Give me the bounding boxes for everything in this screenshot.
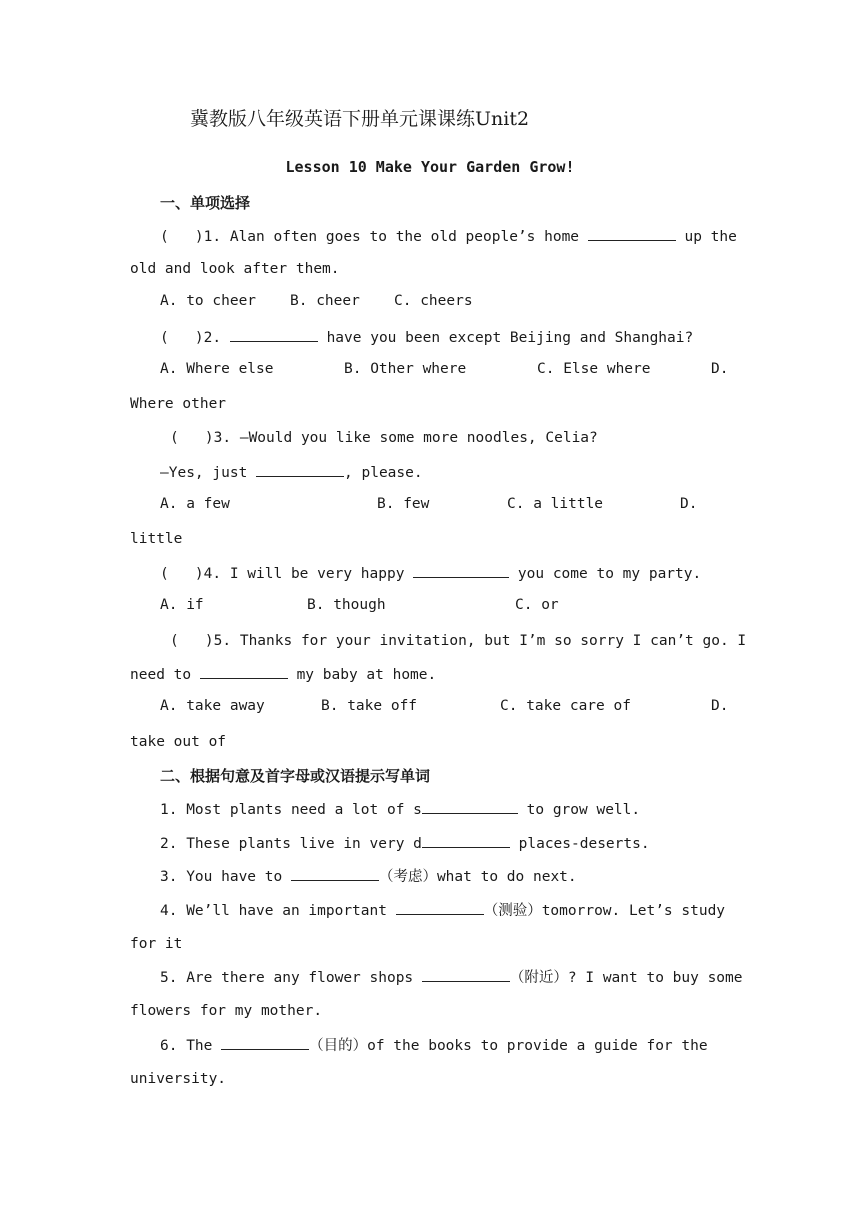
fill-item-text-a: 3. You have to [160,869,291,885]
fill-item-3 [160,866,577,887]
question-2-option-d-label: D. [711,361,729,377]
fill-item-1 [160,799,640,820]
question-3-option-d: little [130,531,183,547]
question-5-text-b: my baby at home. [287,667,437,683]
fill-item-text-b: （附近）? I want to buy some [509,970,743,986]
fill-item-text-b: （目的）of the books to provide a guide for the [309,1038,708,1054]
question-2-line-1 [160,327,693,348]
question-5-option-b: B. take off [321,698,418,714]
question-3-option-d-label: D. [680,496,698,512]
question-5-line-2 [130,664,436,685]
question-3-line-2 [160,462,423,483]
fill-item-4-wrap: for it [130,936,183,952]
question-2-option-a: A. Where else [160,361,274,377]
section-heading-multiple-choice: 一、单项选择 [160,194,251,212]
question-3-text-b: , please. [344,465,423,481]
fill-item-text-b: to grow well. [517,802,641,818]
question-4-suffix: you come to my party. [509,566,702,582]
fill-item-2 [160,833,650,854]
fill-item-6-wrap: university. [130,1071,227,1087]
answer-blank [230,327,318,342]
question-4-option-b: B. though [307,597,386,613]
question-5-option-c: C. take care of [500,698,631,714]
question-3-option-c: C. a little [507,496,604,512]
fill-item-text-a: 2. These plants live in very d [160,836,422,852]
question-2-prefix: ( )2. [160,330,230,346]
question-4-option-a: A. if [160,597,204,613]
question-4-option-c: C. or [515,597,559,613]
fill-item-text-b: places-deserts. [509,836,650,852]
fill-item-text-a: 1. Most plants need a lot of s [160,802,422,818]
fill-item-text-a: 5. Are there any flower shops [160,970,422,986]
question-3-text-a: —Yes, just [160,465,257,481]
answer-blank [396,900,484,915]
fill-item-5 [160,967,743,988]
question-1-option-a: A. to cheer [160,293,257,309]
question-1-option-c: C. cheers [394,293,473,309]
section-heading-fill-in-words: 二、根据句意及首字母或汉语提示写单词 [160,767,431,785]
question-3-option-a: A. a few [160,496,230,512]
question-5-line-1: ( )5. Thanks for your invitation, but I’m so sorry I can’t go. I [170,633,747,649]
fill-item-text-b: （考虑）what to do next. [378,869,577,885]
answer-blank [588,226,676,241]
question-3-option-b: B. few [377,496,430,512]
question-5-option-d-label: D. [711,698,729,714]
answer-blank [422,799,518,814]
answer-blank [422,833,510,848]
fill-item-4 [160,900,725,921]
question-2-option-b: B. Other where [344,361,467,377]
question-1-line-2: old and look after them. [130,261,340,277]
answer-blank [291,866,379,881]
question-1-option-b: B. cheer [290,293,360,309]
question-2-option-c: C. Else where [537,361,651,377]
question-1-text-b: up the [675,229,737,245]
answer-blank [256,462,344,477]
question-5-text-a: need to [130,667,200,683]
question-4-prefix: ( )4. I will be very happy [160,566,414,582]
answer-blank [413,563,509,578]
question-5-option-d: take out of [130,734,227,750]
question-5-option-a: A. take away [160,698,265,714]
fill-item-6 [160,1035,708,1056]
question-1-text-a: ( )1. Alan often goes to the old people’s home [160,229,588,245]
fill-item-text-a: 4. We’ll have an important [160,903,396,919]
answer-blank [200,664,288,679]
lesson-title: Lesson 10 Make Your Garden Grow! [285,158,575,176]
fill-item-5-wrap: flowers for my mother. [130,1003,323,1019]
question-1-line-1 [160,226,737,247]
fill-item-text-a: 6. The [160,1038,222,1054]
question-2-suffix: have you been except Beijing and Shanghai? [317,330,694,346]
document-title: 冀教版八年级英语下册单元课课练Unit2 [190,108,530,130]
answer-blank [221,1035,309,1050]
answer-blank [422,967,510,982]
question-3-line-1: ( )3. —Would you like some more noodles, Celia? [170,430,598,446]
question-4-line-1 [160,563,701,584]
question-2-option-d: Where other [130,396,227,412]
fill-item-text-b: （测验）tomorrow. Let’s study [483,903,726,919]
